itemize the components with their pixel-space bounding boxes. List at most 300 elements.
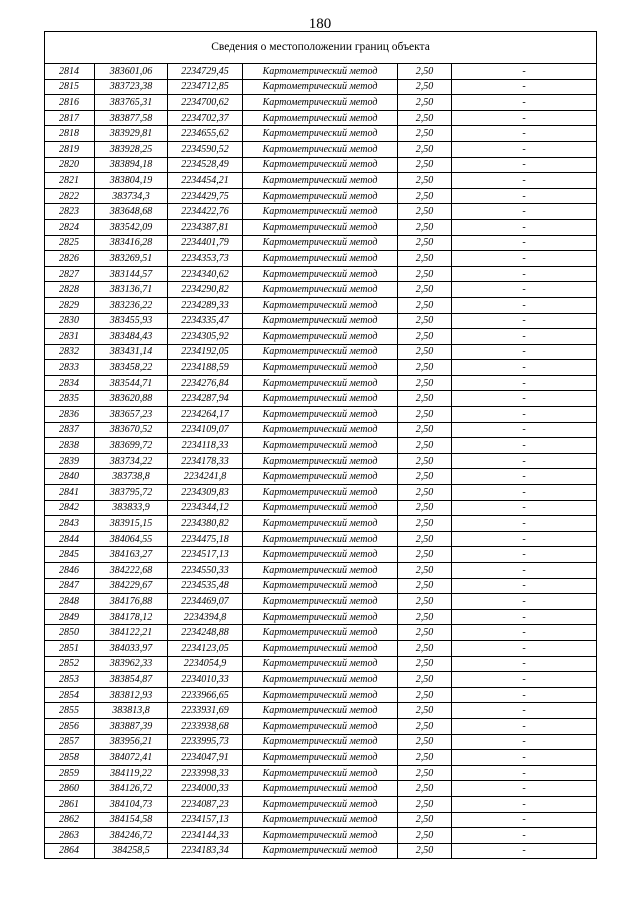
accuracy-cell: 2,50 xyxy=(398,157,452,173)
table-title: Сведения о местоположении границ объекта xyxy=(45,32,597,64)
y-coordinate-cell: 2234340,62 xyxy=(168,266,243,282)
method-cell: Картометрический метод xyxy=(243,95,398,111)
table-row xyxy=(45,656,597,672)
point-number-cell: 2863 xyxy=(45,828,95,844)
table-row xyxy=(45,516,597,532)
x-coordinate-cell: 383544,71 xyxy=(95,375,168,391)
method-cell: Картометрический метод xyxy=(243,173,398,189)
point-number-cell: 2816 xyxy=(45,95,95,111)
y-coordinate-cell: 2234700,62 xyxy=(168,95,243,111)
accuracy-cell: 2,50 xyxy=(398,141,452,157)
table-row xyxy=(45,843,597,859)
x-coordinate-cell: 384246,72 xyxy=(95,828,168,844)
method-cell: Картометрический метод xyxy=(243,266,398,282)
x-coordinate-cell: 383738,8 xyxy=(95,469,168,485)
description-cell: - xyxy=(452,672,597,688)
accuracy-cell: 2,50 xyxy=(398,313,452,329)
description-cell: - xyxy=(452,547,597,563)
y-coordinate-cell: 2234528,49 xyxy=(168,157,243,173)
table-row xyxy=(45,188,597,204)
x-coordinate-cell: 383915,15 xyxy=(95,516,168,532)
table-row xyxy=(45,282,597,298)
x-coordinate-cell: 383648,68 xyxy=(95,204,168,220)
point-number-cell: 2833 xyxy=(45,360,95,376)
method-cell: Картометрический метод xyxy=(243,828,398,844)
y-coordinate-cell: 2233995,73 xyxy=(168,734,243,750)
table-row xyxy=(45,110,597,126)
accuracy-cell: 2,50 xyxy=(398,640,452,656)
point-number-cell: 2854 xyxy=(45,687,95,703)
y-coordinate-cell: 2234000,33 xyxy=(168,781,243,797)
table-row xyxy=(45,141,597,157)
description-cell: - xyxy=(452,422,597,438)
accuracy-cell: 2,50 xyxy=(398,656,452,672)
accuracy-cell: 2,50 xyxy=(398,375,452,391)
x-coordinate-cell: 383601,06 xyxy=(95,64,168,80)
x-coordinate-cell: 383734,3 xyxy=(95,188,168,204)
method-cell: Картометрический метод xyxy=(243,750,398,766)
x-coordinate-cell: 383734,22 xyxy=(95,453,168,469)
point-number-cell: 2862 xyxy=(45,812,95,828)
point-number-cell: 2821 xyxy=(45,173,95,189)
point-number-cell: 2831 xyxy=(45,329,95,345)
table-row xyxy=(45,266,597,282)
point-number-cell: 2861 xyxy=(45,796,95,812)
description-cell: - xyxy=(452,95,597,111)
y-coordinate-cell: 2233966,65 xyxy=(168,687,243,703)
point-number-cell: 2827 xyxy=(45,266,95,282)
point-number-cell: 2832 xyxy=(45,344,95,360)
table-row xyxy=(45,594,597,610)
page-number: 180 xyxy=(308,16,332,32)
point-number-cell: 2844 xyxy=(45,531,95,547)
y-coordinate-cell: 2234517,13 xyxy=(168,547,243,563)
x-coordinate-cell: 383542,09 xyxy=(95,219,168,235)
table-row xyxy=(45,578,597,594)
y-coordinate-cell: 2234192,05 xyxy=(168,344,243,360)
y-coordinate-cell: 2234287,94 xyxy=(168,391,243,407)
point-number-cell: 2836 xyxy=(45,407,95,423)
description-cell: - xyxy=(452,812,597,828)
method-cell: Картометрический метод xyxy=(243,64,398,80)
table-row xyxy=(45,438,597,454)
description-cell: - xyxy=(452,718,597,734)
description-cell: - xyxy=(452,173,597,189)
x-coordinate-cell: 383484,43 xyxy=(95,329,168,345)
method-cell: Картометрический метод xyxy=(243,672,398,688)
method-cell: Картометрический метод xyxy=(243,188,398,204)
y-coordinate-cell: 2234010,33 xyxy=(168,672,243,688)
y-coordinate-cell: 2233931,69 xyxy=(168,703,243,719)
table-row xyxy=(45,407,597,423)
y-coordinate-cell: 2234157,13 xyxy=(168,812,243,828)
y-coordinate-cell: 2234702,37 xyxy=(168,110,243,126)
method-cell: Картометрический метод xyxy=(243,219,398,235)
description-cell: - xyxy=(452,828,597,844)
method-cell: Картометрический метод xyxy=(243,453,398,469)
point-number-cell: 2829 xyxy=(45,297,95,313)
description-cell: - xyxy=(452,360,597,376)
description-cell: - xyxy=(452,625,597,641)
accuracy-cell: 2,50 xyxy=(398,235,452,251)
description-cell: - xyxy=(452,297,597,313)
description-cell: - xyxy=(452,531,597,547)
table-row xyxy=(45,95,597,111)
table-row xyxy=(45,79,597,95)
x-coordinate-cell: 384126,72 xyxy=(95,781,168,797)
accuracy-cell: 2,50 xyxy=(398,500,452,516)
method-cell: Картометрический метод xyxy=(243,110,398,126)
description-cell: - xyxy=(452,313,597,329)
x-coordinate-cell: 384222,68 xyxy=(95,563,168,579)
x-coordinate-cell: 384176,88 xyxy=(95,594,168,610)
point-number-cell: 2814 xyxy=(45,64,95,80)
description-cell: - xyxy=(452,266,597,282)
x-coordinate-cell: 383416,28 xyxy=(95,235,168,251)
table-row xyxy=(45,781,597,797)
accuracy-cell: 2,50 xyxy=(398,329,452,345)
accuracy-cell: 2,50 xyxy=(398,391,452,407)
x-coordinate-cell: 383894,18 xyxy=(95,157,168,173)
accuracy-cell: 2,50 xyxy=(398,126,452,142)
y-coordinate-cell: 2234469,07 xyxy=(168,594,243,610)
y-coordinate-cell: 2234335,47 xyxy=(168,313,243,329)
description-cell: - xyxy=(452,734,597,750)
accuracy-cell: 2,50 xyxy=(398,563,452,579)
method-cell: Картометрический метод xyxy=(243,360,398,376)
table-row xyxy=(45,625,597,641)
table-row xyxy=(45,329,597,345)
accuracy-cell: 2,50 xyxy=(398,251,452,267)
point-number-cell: 2842 xyxy=(45,500,95,516)
description-cell: - xyxy=(452,407,597,423)
y-coordinate-cell: 2234475,18 xyxy=(168,531,243,547)
y-coordinate-cell: 2234380,82 xyxy=(168,516,243,532)
y-coordinate-cell: 2234276,84 xyxy=(168,375,243,391)
method-cell: Картометрический метод xyxy=(243,157,398,173)
method-cell: Картометрический метод xyxy=(243,718,398,734)
description-cell: - xyxy=(452,453,597,469)
description-cell: - xyxy=(452,110,597,126)
method-cell: Картометрический метод xyxy=(243,656,398,672)
accuracy-cell: 2,50 xyxy=(398,516,452,532)
description-cell: - xyxy=(452,64,597,80)
method-cell: Картометрический метод xyxy=(243,438,398,454)
description-cell: - xyxy=(452,796,597,812)
table-row xyxy=(45,796,597,812)
description-cell: - xyxy=(452,781,597,797)
y-coordinate-cell: 2234712,85 xyxy=(168,79,243,95)
description-cell: - xyxy=(452,188,597,204)
point-number-cell: 2817 xyxy=(45,110,95,126)
method-cell: Картометрический метод xyxy=(243,313,398,329)
point-number-cell: 2864 xyxy=(45,843,95,859)
method-cell: Картометрический метод xyxy=(243,547,398,563)
method-cell: Картометрический метод xyxy=(243,344,398,360)
description-cell: - xyxy=(452,656,597,672)
y-coordinate-cell: 2234188,59 xyxy=(168,360,243,376)
point-number-cell: 2815 xyxy=(45,79,95,95)
accuracy-cell: 2,50 xyxy=(398,796,452,812)
y-coordinate-cell: 2234429,75 xyxy=(168,188,243,204)
table-row xyxy=(45,672,597,688)
point-number-cell: 2855 xyxy=(45,703,95,719)
point-number-cell: 2834 xyxy=(45,375,95,391)
point-number-cell: 2823 xyxy=(45,204,95,220)
method-cell: Картометрический метод xyxy=(243,485,398,501)
accuracy-cell: 2,50 xyxy=(398,297,452,313)
table-row xyxy=(45,219,597,235)
x-coordinate-cell: 383795,72 xyxy=(95,485,168,501)
accuracy-cell: 2,50 xyxy=(398,703,452,719)
point-number-cell: 2824 xyxy=(45,219,95,235)
x-coordinate-cell: 383657,23 xyxy=(95,407,168,423)
x-coordinate-cell: 383620,88 xyxy=(95,391,168,407)
accuracy-cell: 2,50 xyxy=(398,812,452,828)
table-row xyxy=(45,173,597,189)
table-row xyxy=(45,812,597,828)
point-number-cell: 2822 xyxy=(45,188,95,204)
table-row xyxy=(45,204,597,220)
point-number-cell: 2818 xyxy=(45,126,95,142)
x-coordinate-cell: 383236,22 xyxy=(95,297,168,313)
accuracy-cell: 2,50 xyxy=(398,609,452,625)
y-coordinate-cell: 2234144,33 xyxy=(168,828,243,844)
description-cell: - xyxy=(452,578,597,594)
point-number-cell: 2826 xyxy=(45,251,95,267)
x-coordinate-cell: 383670,52 xyxy=(95,422,168,438)
point-number-cell: 2848 xyxy=(45,594,95,610)
table-row xyxy=(45,531,597,547)
y-coordinate-cell: 2234289,33 xyxy=(168,297,243,313)
method-cell: Картометрический метод xyxy=(243,765,398,781)
description-cell: - xyxy=(452,703,597,719)
y-coordinate-cell: 2234087,23 xyxy=(168,796,243,812)
accuracy-cell: 2,50 xyxy=(398,687,452,703)
table-row xyxy=(45,344,597,360)
method-cell: Картометрический метод xyxy=(243,79,398,95)
y-coordinate-cell: 2234344,12 xyxy=(168,500,243,516)
x-coordinate-cell: 384072,41 xyxy=(95,750,168,766)
accuracy-cell: 2,50 xyxy=(398,344,452,360)
point-number-cell: 2852 xyxy=(45,656,95,672)
table-row xyxy=(45,297,597,313)
method-cell: Картометрический метод xyxy=(243,640,398,656)
y-coordinate-cell: 2233938,68 xyxy=(168,718,243,734)
method-cell: Картометрический метод xyxy=(243,812,398,828)
description-cell: - xyxy=(452,344,597,360)
method-cell: Картометрический метод xyxy=(243,282,398,298)
accuracy-cell: 2,50 xyxy=(398,672,452,688)
accuracy-cell: 2,50 xyxy=(398,438,452,454)
description-cell: - xyxy=(452,750,597,766)
point-number-cell: 2835 xyxy=(45,391,95,407)
accuracy-cell: 2,50 xyxy=(398,765,452,781)
accuracy-cell: 2,50 xyxy=(398,95,452,111)
x-coordinate-cell: 383144,57 xyxy=(95,266,168,282)
table-row xyxy=(45,547,597,563)
y-coordinate-cell: 2234183,34 xyxy=(168,843,243,859)
y-coordinate-cell: 2234248,88 xyxy=(168,625,243,641)
method-cell: Картометрический метод xyxy=(243,391,398,407)
table-row xyxy=(45,703,597,719)
accuracy-cell: 2,50 xyxy=(398,266,452,282)
y-coordinate-cell: 2234394,8 xyxy=(168,609,243,625)
description-cell: - xyxy=(452,126,597,142)
x-coordinate-cell: 383929,81 xyxy=(95,126,168,142)
accuracy-cell: 2,50 xyxy=(398,204,452,220)
method-cell: Картометрический метод xyxy=(243,781,398,797)
table-row xyxy=(45,64,597,80)
accuracy-cell: 2,50 xyxy=(398,110,452,126)
method-cell: Картометрический метод xyxy=(243,609,398,625)
x-coordinate-cell: 383136,71 xyxy=(95,282,168,298)
method-cell: Картометрический метод xyxy=(243,516,398,532)
accuracy-cell: 2,50 xyxy=(398,594,452,610)
accuracy-cell: 2,50 xyxy=(398,360,452,376)
description-cell: - xyxy=(452,235,597,251)
method-cell: Картометрический метод xyxy=(243,375,398,391)
description-cell: - xyxy=(452,609,597,625)
table-row xyxy=(45,126,597,142)
method-cell: Картометрический метод xyxy=(243,500,398,516)
point-number-cell: 2840 xyxy=(45,469,95,485)
method-cell: Картометрический метод xyxy=(243,531,398,547)
x-coordinate-cell: 383887,39 xyxy=(95,718,168,734)
x-coordinate-cell: 384229,67 xyxy=(95,578,168,594)
x-coordinate-cell: 384258,5 xyxy=(95,843,168,859)
x-coordinate-cell: 383458,22 xyxy=(95,360,168,376)
y-coordinate-cell: 2234387,81 xyxy=(168,219,243,235)
accuracy-cell: 2,50 xyxy=(398,578,452,594)
table-row xyxy=(45,563,597,579)
x-coordinate-cell: 383812,93 xyxy=(95,687,168,703)
table-row xyxy=(45,828,597,844)
method-cell: Картометрический метод xyxy=(243,126,398,142)
table-row xyxy=(45,734,597,750)
y-coordinate-cell: 2234422,76 xyxy=(168,204,243,220)
x-coordinate-cell: 383269,51 xyxy=(95,251,168,267)
method-cell: Картометрический метод xyxy=(243,204,398,220)
point-number-cell: 2847 xyxy=(45,578,95,594)
table-row xyxy=(45,718,597,734)
y-coordinate-cell: 2234655,62 xyxy=(168,126,243,142)
method-cell: Картометрический метод xyxy=(243,422,398,438)
x-coordinate-cell: 383431,14 xyxy=(95,344,168,360)
table-row xyxy=(45,750,597,766)
x-coordinate-cell: 384064,55 xyxy=(95,531,168,547)
method-cell: Картометрический метод xyxy=(243,329,398,345)
point-number-cell: 2830 xyxy=(45,313,95,329)
accuracy-cell: 2,50 xyxy=(398,282,452,298)
table-header-row xyxy=(45,32,597,64)
point-number-cell: 2859 xyxy=(45,765,95,781)
table-body xyxy=(45,64,597,859)
table-row xyxy=(45,609,597,625)
point-number-cell: 2856 xyxy=(45,718,95,734)
accuracy-cell: 2,50 xyxy=(398,188,452,204)
x-coordinate-cell: 383928,25 xyxy=(95,141,168,157)
y-coordinate-cell: 2234590,52 xyxy=(168,141,243,157)
y-coordinate-cell: 2234454,21 xyxy=(168,173,243,189)
x-coordinate-cell: 384154,58 xyxy=(95,812,168,828)
x-coordinate-cell: 383854,87 xyxy=(95,672,168,688)
boundary-table xyxy=(44,31,597,859)
y-coordinate-cell: 2233998,33 xyxy=(168,765,243,781)
accuracy-cell: 2,50 xyxy=(398,64,452,80)
table-row xyxy=(45,157,597,173)
y-coordinate-cell: 2234178,33 xyxy=(168,453,243,469)
point-number-cell: 2820 xyxy=(45,157,95,173)
table-row xyxy=(45,453,597,469)
x-coordinate-cell: 383804,19 xyxy=(95,173,168,189)
y-coordinate-cell: 2234241,8 xyxy=(168,469,243,485)
method-cell: Картометрический метод xyxy=(243,297,398,313)
y-coordinate-cell: 2234109,07 xyxy=(168,422,243,438)
point-number-cell: 2841 xyxy=(45,485,95,501)
table-row xyxy=(45,375,597,391)
method-cell: Картометрический метод xyxy=(243,734,398,750)
table-row xyxy=(45,422,597,438)
table-row xyxy=(45,640,597,656)
y-coordinate-cell: 2234305,92 xyxy=(168,329,243,345)
description-cell: - xyxy=(452,687,597,703)
accuracy-cell: 2,50 xyxy=(398,485,452,501)
table-row xyxy=(45,251,597,267)
table-row xyxy=(45,391,597,407)
x-coordinate-cell: 383723,38 xyxy=(95,79,168,95)
method-cell: Картометрический метод xyxy=(243,594,398,610)
description-cell: - xyxy=(452,329,597,345)
y-coordinate-cell: 2234264,17 xyxy=(168,407,243,423)
description-cell: - xyxy=(452,500,597,516)
accuracy-cell: 2,50 xyxy=(398,219,452,235)
point-number-cell: 2828 xyxy=(45,282,95,298)
description-cell: - xyxy=(452,219,597,235)
description-cell: - xyxy=(452,438,597,454)
point-number-cell: 2851 xyxy=(45,640,95,656)
method-cell: Картометрический метод xyxy=(243,235,398,251)
y-coordinate-cell: 2234401,79 xyxy=(168,235,243,251)
y-coordinate-cell: 2234353,73 xyxy=(168,251,243,267)
description-cell: - xyxy=(452,157,597,173)
accuracy-cell: 2,50 xyxy=(398,828,452,844)
point-number-cell: 2845 xyxy=(45,547,95,563)
point-number-cell: 2819 xyxy=(45,141,95,157)
accuracy-cell: 2,50 xyxy=(398,407,452,423)
table-row xyxy=(45,313,597,329)
method-cell: Картометрический метод xyxy=(243,703,398,719)
accuracy-cell: 2,50 xyxy=(398,734,452,750)
x-coordinate-cell: 384033,97 xyxy=(95,640,168,656)
x-coordinate-cell: 383813,8 xyxy=(95,703,168,719)
table-row xyxy=(45,235,597,251)
method-cell: Картометрический метод xyxy=(243,687,398,703)
x-coordinate-cell: 383956,21 xyxy=(95,734,168,750)
method-cell: Картометрический метод xyxy=(243,843,398,859)
description-cell: - xyxy=(452,516,597,532)
x-coordinate-cell: 384178,12 xyxy=(95,609,168,625)
y-coordinate-cell: 2234729,45 xyxy=(168,64,243,80)
y-coordinate-cell: 2234290,82 xyxy=(168,282,243,298)
description-cell: - xyxy=(452,141,597,157)
description-cell: - xyxy=(452,640,597,656)
point-number-cell: 2849 xyxy=(45,609,95,625)
accuracy-cell: 2,50 xyxy=(398,718,452,734)
x-coordinate-cell: 383765,31 xyxy=(95,95,168,111)
y-coordinate-cell: 2234054,9 xyxy=(168,656,243,672)
method-cell: Картометрический метод xyxy=(243,251,398,267)
